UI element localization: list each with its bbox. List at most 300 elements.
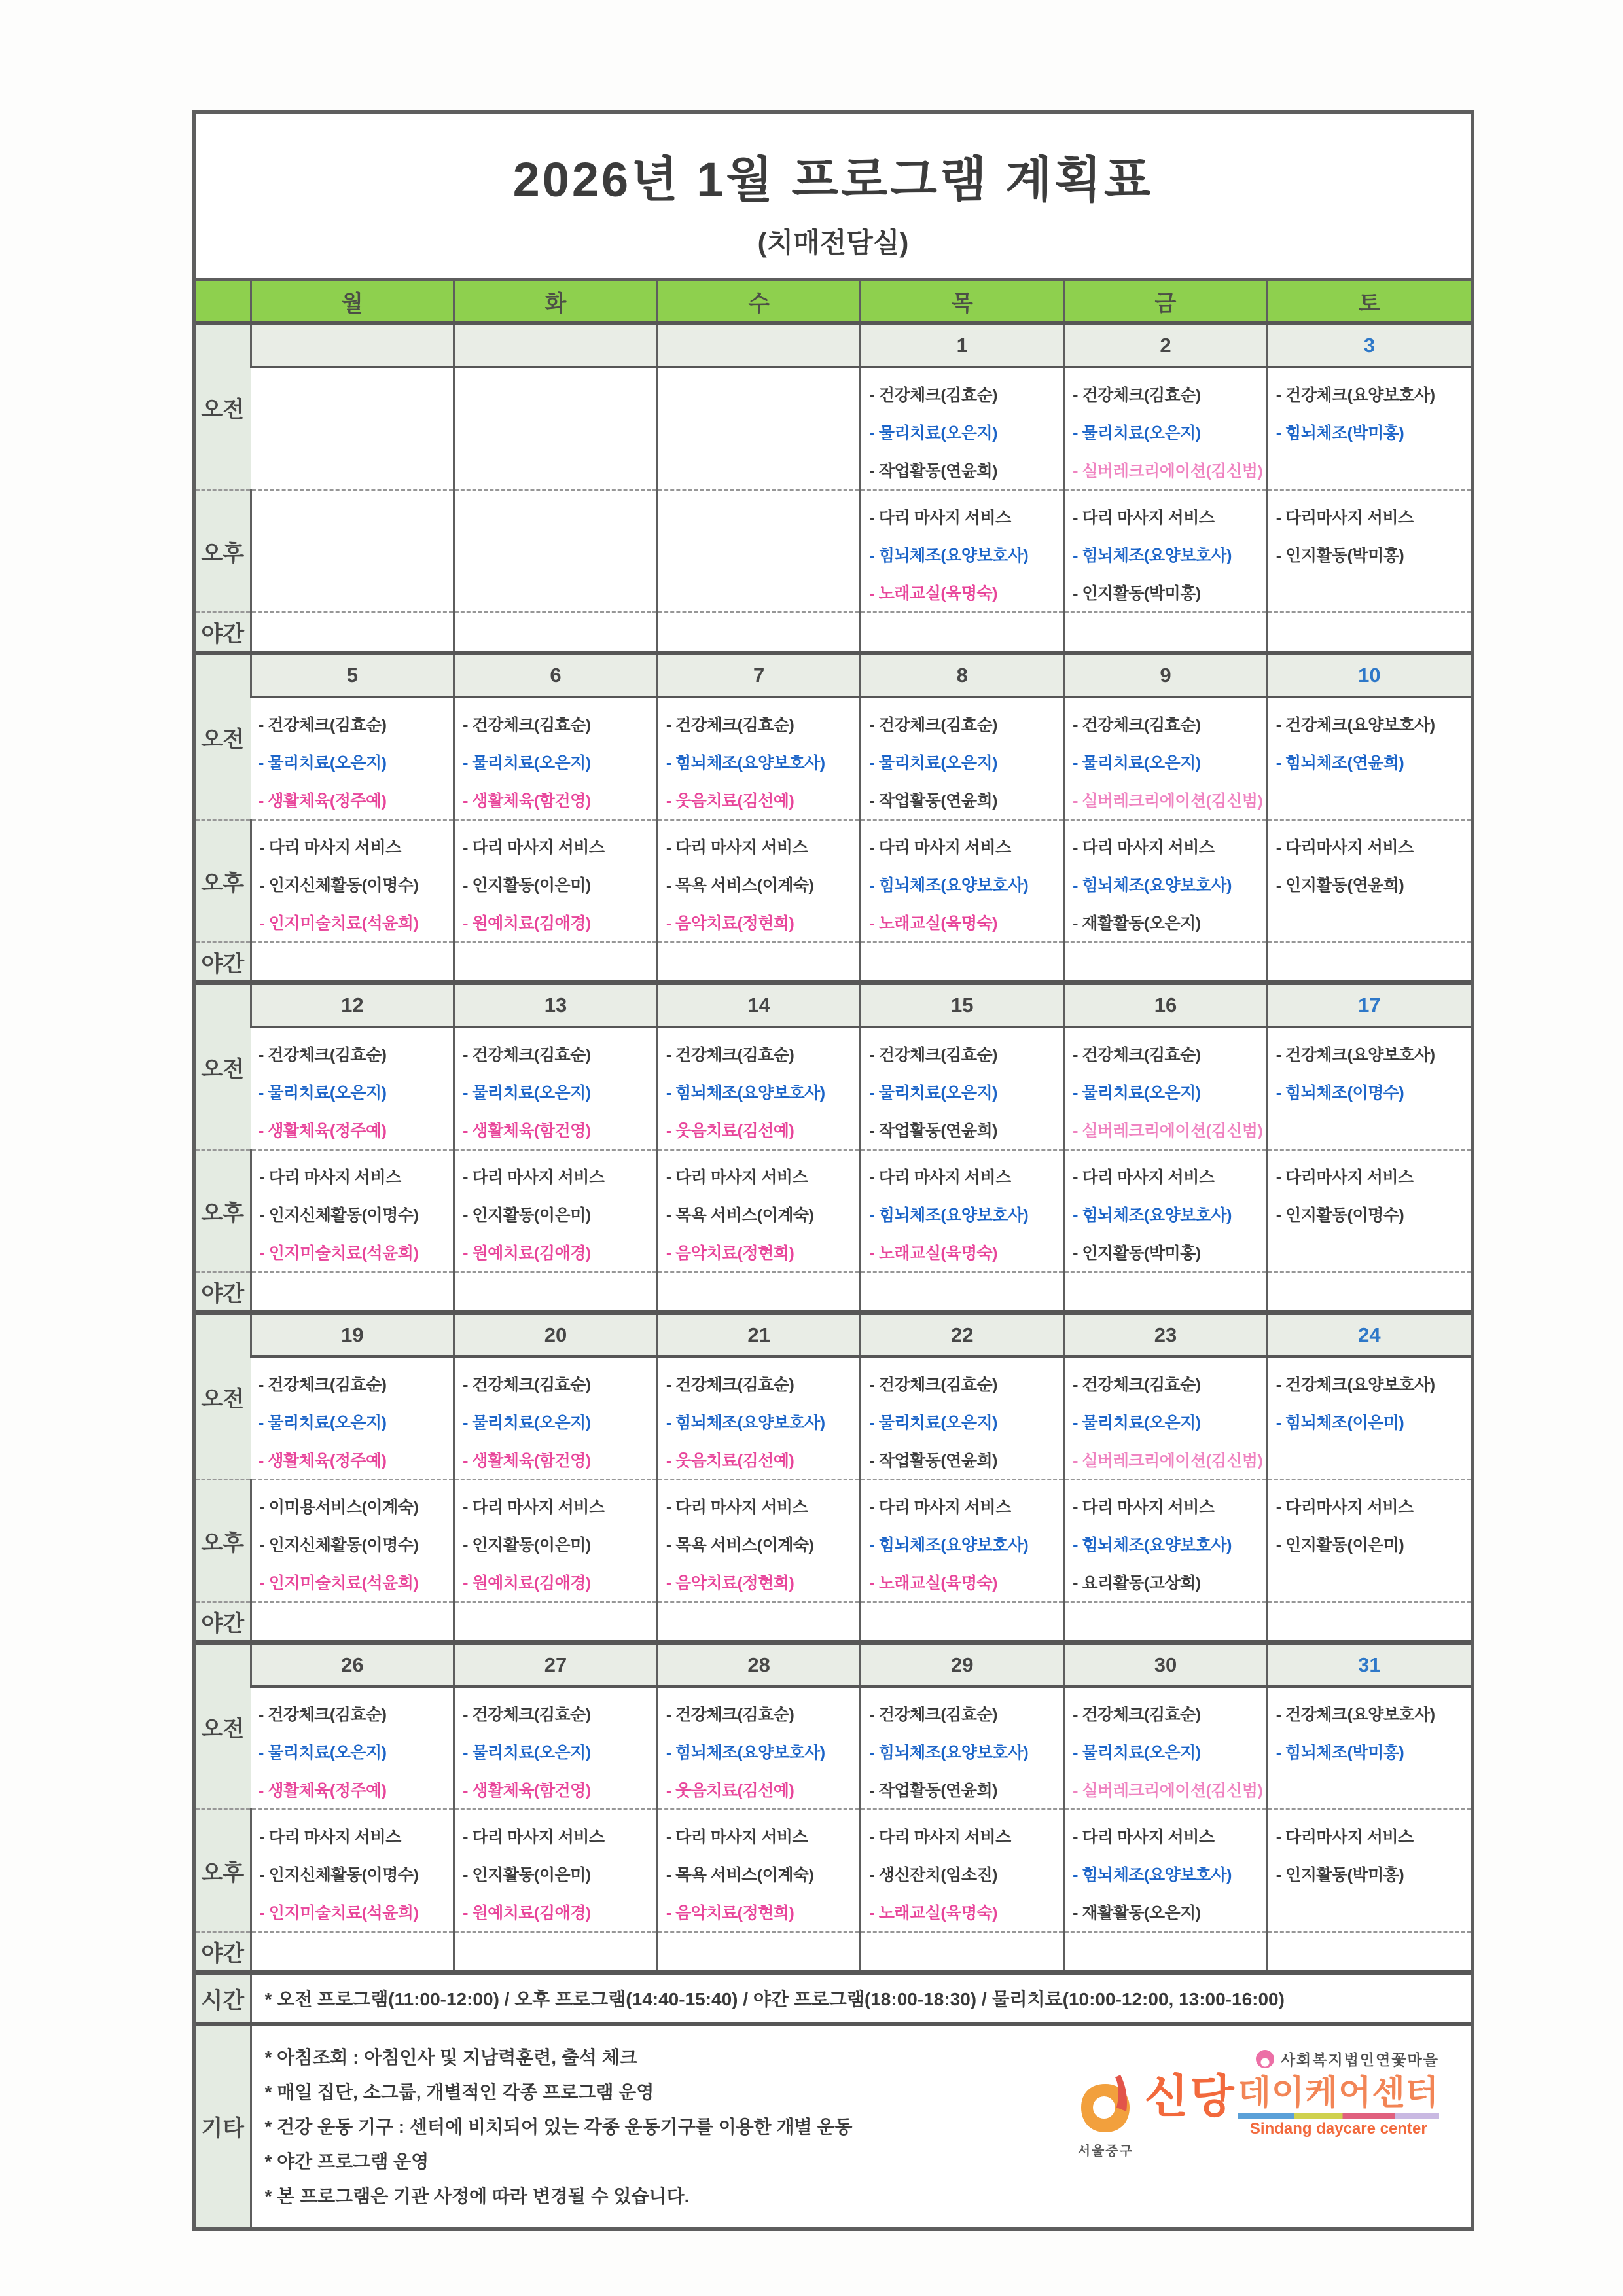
program-item: - 물리치료(오은지) — [463, 1414, 591, 1432]
center-logo — [1060, 2048, 1439, 2159]
program-item: - 다리 마사지 서비스 — [666, 838, 808, 857]
date-cell: 8 — [861, 653, 1064, 698]
program-item: - 물리치료(오은지) — [1073, 1084, 1201, 1102]
program-cell — [454, 367, 658, 490]
date-cell: 10 — [1267, 653, 1471, 698]
day-header-tue: 화 — [454, 279, 658, 323]
program-item: - 건강체크(김효순) — [463, 1376, 591, 1394]
program-item: - 다리 마사지 서비스 — [1073, 1498, 1215, 1516]
program-item: - 인지활동(이은미) — [1275, 1536, 1404, 1554]
night-cell — [251, 613, 454, 653]
program-cell — [657, 367, 861, 490]
program-item: - 인지활동(이은미) — [463, 1866, 591, 1884]
program-item: - 힘뇌체조(박미홍) — [1275, 424, 1404, 442]
program-item: - 다리 마사지 서비스 — [259, 1828, 401, 1846]
program-item: - 실버레크리에이션(김신범) — [1073, 462, 1263, 480]
row-label-afternoon: 오후 — [196, 1480, 251, 1602]
row-label-morning: 오전 — [196, 1313, 251, 1480]
program-cell — [657, 1357, 861, 1480]
program-item: - 건강체크(요양보호사) — [1275, 716, 1435, 734]
morning-row — [196, 1357, 1471, 1480]
logo-name-secondary: 데이케어센터 — [1238, 2074, 1439, 2112]
program-item: - 다리 마사지 서비스 — [666, 1498, 808, 1516]
program-item: - 다리 마사지 서비스 — [869, 1498, 1011, 1516]
program-item: - 힘뇌체조(요양보호사) — [869, 547, 1029, 565]
program-item: - 인지활동(박미홍) — [1073, 1244, 1201, 1263]
day-header-wed: 수 — [657, 279, 861, 323]
program-item: - 다리 마사지 서비스 — [666, 1828, 808, 1846]
program-item: - 물리치료(오은지) — [1073, 424, 1201, 442]
night-row — [196, 1932, 1471, 1973]
schedule-table — [196, 278, 1471, 2227]
program-item: - 다리 마사지 서비스 — [869, 838, 1011, 857]
program-item: - 힘뇌체조(요양보호사) — [1073, 876, 1232, 895]
note-line: * 아침조회 : 아침인사 및 지남력훈련, 출석 체크 — [264, 2047, 637, 2068]
program-item: - 생활체육(정주예) — [259, 1122, 387, 1140]
program-item: - 힘뇌체조(요양보호사) — [666, 1084, 825, 1102]
program-item: - 인지미술치료(석윤희) — [259, 1904, 419, 1922]
logo-wordmark — [1144, 2073, 1439, 2138]
program-item: - 목욕 서비스(이계숙) — [666, 1866, 814, 1884]
note-line: * 야간 프로그램 운영 — [264, 2151, 429, 2172]
date-cell: 15 — [861, 983, 1064, 1028]
program-item: - 웃음치료(김선예) — [666, 1122, 794, 1140]
program-item: - 건강체크(김효순) — [463, 1706, 591, 1724]
program-item: - 인지신체활동(이명수) — [259, 1536, 419, 1554]
program-cell — [861, 1480, 1064, 1602]
program-item: - 건강체크(요양보호사) — [1275, 1706, 1435, 1724]
time-row — [196, 1973, 1471, 2024]
night-cell — [454, 942, 658, 983]
program-item: - 힘뇌체조(요양보호사) — [666, 1744, 825, 1762]
row-label-morning: 오전 — [196, 323, 251, 490]
date-cell: 26 — [251, 1643, 454, 1687]
program-item: - 힘뇌체조(이명수) — [1275, 1084, 1404, 1102]
night-row — [196, 613, 1471, 653]
night-cell — [1267, 613, 1471, 653]
date-cell: 19 — [251, 1313, 454, 1357]
day-header-mon: 월 — [251, 279, 454, 323]
program-item: - 힘뇌체조(요양보호사) — [1073, 1866, 1232, 1884]
logo-d-block — [1077, 2073, 1133, 2159]
program-cell — [1267, 1810, 1471, 1932]
program-cell — [1267, 1357, 1471, 1480]
week-1 — [196, 323, 1471, 653]
program-item: - 작업활동(연윤희) — [869, 462, 997, 480]
program-cell — [1267, 367, 1471, 490]
program-item: - 생활체육(함건영) — [463, 1122, 591, 1140]
program-cell — [454, 1480, 658, 1602]
program-cell — [251, 1150, 454, 1272]
program-cell — [454, 490, 658, 613]
program-item: - 노래교실(육명숙) — [869, 1244, 997, 1263]
date-cell: 7 — [657, 653, 861, 698]
program-item: - 다리 마사지 서비스 — [1073, 1168, 1215, 1187]
program-cell — [861, 697, 1064, 820]
night-cell — [251, 1932, 454, 1973]
row-label-morning: 오전 — [196, 983, 251, 1150]
week-2 — [196, 653, 1471, 983]
program-item: - 건강체크(김효순) — [869, 1706, 997, 1724]
program-item: - 생활체육(정주예) — [259, 792, 387, 810]
row-label-night: 야간 — [196, 1932, 251, 1973]
program-item: - 인지미술치료(석윤희) — [259, 914, 419, 933]
program-cell — [861, 1027, 1064, 1150]
date-cell: 6 — [454, 653, 658, 698]
program-cell — [454, 1150, 658, 1272]
program-cell — [861, 1357, 1064, 1480]
program-item: - 물리치료(오은지) — [463, 1084, 591, 1102]
program-item: - 웃음치료(김선예) — [666, 792, 794, 810]
program-item: - 힘뇌체조(요양보호사) — [869, 1744, 1029, 1762]
program-item: - 노래교실(육명숙) — [869, 1904, 997, 1922]
program-item: - 다리 마사지 서비스 — [259, 1168, 401, 1187]
program-item: - 힘뇌체조(요양보호사) — [666, 1414, 825, 1432]
night-cell — [657, 613, 861, 653]
program-item: - 물리치료(오은지) — [1073, 1744, 1201, 1762]
program-cell — [1267, 820, 1471, 942]
corner-cell — [196, 279, 251, 323]
logo-eng-name: Sindang daycare center — [1249, 2120, 1427, 2138]
night-row — [196, 1602, 1471, 1643]
program-item: - 웃음치료(김선예) — [666, 1452, 794, 1470]
program-item: - 인지활동(연윤희) — [1275, 876, 1404, 895]
program-item: - 인지활동(이은미) — [463, 876, 591, 895]
program-item: - 힘뇌체조(요양보호사) — [869, 1536, 1029, 1554]
program-item: - 건강체크(김효순) — [869, 1046, 997, 1064]
logo-secondary-block — [1238, 2076, 1439, 2138]
night-cell — [1064, 1932, 1268, 1973]
time-info-text: * 오전 프로그램(11:00-12:00) / 오후 프로그램(14:40-15:40) / 야간 프로그램(18:00-18:30) / 물리치료(10:00-12:00, 13:00-16:00) — [251, 1973, 1471, 2024]
program-cell — [251, 1357, 454, 1480]
program-cell — [657, 820, 861, 942]
etc-row — [196, 2024, 1471, 2227]
program-item: - 다리 마사지 서비스 — [1073, 509, 1215, 527]
program-item: - 인지활동(박미홍) — [1275, 1866, 1404, 1884]
row-label-time: 시간 — [196, 1973, 251, 2024]
night-cell — [861, 1932, 1064, 1973]
program-item: - 다리 마사지 서비스 — [463, 1168, 605, 1187]
date-row — [196, 983, 1471, 1028]
program-item: - 물리치료(오은지) — [1073, 1414, 1201, 1432]
program-cell — [1267, 1027, 1471, 1150]
date-row — [196, 323, 1471, 368]
program-item: - 물리치료(오은지) — [259, 1084, 387, 1102]
note-line: * 매일 집단, 소그룹, 개별적인 각종 프로그램 운영 — [264, 2081, 654, 2102]
night-cell — [657, 1602, 861, 1643]
program-item: - 노래교실(육명숙) — [869, 914, 997, 933]
program-item: - 요리활동(고상희) — [1073, 1574, 1201, 1592]
program-item: - 다리 마사지 서비스 — [869, 1828, 1011, 1846]
program-item: - 다리 마사지 서비스 — [666, 1168, 808, 1187]
program-cell — [251, 367, 454, 490]
date-cell: 23 — [1064, 1313, 1268, 1357]
program-cell — [657, 1810, 861, 1932]
program-item: - 실버레크리에이션(김신범) — [1073, 1452, 1263, 1470]
program-item: - 작업활동(연윤희) — [869, 1452, 997, 1470]
program-cell — [1267, 697, 1471, 820]
program-cell — [1267, 1480, 1471, 1602]
program-item: - 음악치료(정현희) — [666, 1244, 794, 1263]
program-cell — [251, 1810, 454, 1932]
date-row — [196, 653, 1471, 698]
program-item: - 건강체크(김효순) — [666, 1376, 794, 1394]
program-item: - 힘뇌체조(요양보호사) — [1073, 1206, 1232, 1225]
date-cell: 13 — [454, 983, 658, 1028]
afternoon-row — [196, 1480, 1471, 1602]
date-cell: 20 — [454, 1313, 658, 1357]
program-item: - 음악치료(정현희) — [666, 1904, 794, 1922]
program-cell — [861, 1810, 1064, 1932]
program-cell — [1267, 490, 1471, 613]
program-cell — [1064, 1480, 1268, 1602]
night-cell — [1267, 1932, 1471, 1973]
morning-row — [196, 1687, 1471, 1810]
program-item: - 힘뇌체조(요양보호사) — [1073, 1536, 1232, 1554]
program-item: - 인지활동(이명수) — [1275, 1206, 1404, 1225]
night-cell — [454, 613, 658, 653]
program-cell — [657, 697, 861, 820]
program-item: - 물리치료(오은지) — [869, 754, 997, 772]
program-item: - 건강체크(요양보호사) — [1275, 1046, 1435, 1064]
program-cell — [657, 1027, 861, 1150]
program-item: - 물리치료(오은지) — [463, 754, 591, 772]
date-cell: 3 — [1267, 323, 1471, 368]
logo-district: 서울중구 — [1077, 2144, 1133, 2159]
row-label-night: 야간 — [196, 942, 251, 983]
program-cell — [1064, 1357, 1268, 1480]
program-item: - 물리치료(오은지) — [259, 1744, 387, 1762]
etc-notes-cell — [251, 2024, 1471, 2227]
program-item: - 웃음치료(김선예) — [666, 1782, 794, 1800]
program-item: - 실버레크리에이션(김신범) — [1073, 1782, 1263, 1800]
program-cell — [251, 490, 454, 613]
morning-row — [196, 697, 1471, 820]
program-item: - 인지미술치료(석윤희) — [259, 1244, 419, 1263]
night-cell — [861, 1272, 1064, 1313]
date-cell: 5 — [251, 653, 454, 698]
program-cell — [251, 1480, 454, 1602]
program-cell — [861, 1150, 1064, 1272]
night-cell — [657, 1932, 861, 1973]
program-cell — [657, 1480, 861, 1602]
program-item: - 인지활동(이은미) — [463, 1206, 591, 1225]
night-cell — [454, 1932, 658, 1973]
date-cell: 14 — [657, 983, 861, 1028]
night-cell — [1267, 942, 1471, 983]
program-cell — [251, 1687, 454, 1810]
date-cell: 24 — [1267, 1313, 1471, 1357]
program-item: - 재활활동(오은지) — [1073, 1904, 1201, 1922]
program-item: - 생활체육(정주예) — [259, 1782, 387, 1800]
program-item: - 건강체크(김효순) — [1073, 1376, 1201, 1394]
program-item: - 물리치료(오은지) — [869, 1414, 997, 1432]
night-cell — [861, 942, 1064, 983]
program-item: - 목욕 서비스(이계숙) — [666, 1206, 814, 1225]
program-item: - 다리 마사지 서비스 — [463, 838, 605, 857]
program-item: - 노래교실(육명숙) — [869, 1574, 997, 1592]
program-cell — [454, 697, 658, 820]
week-4 — [196, 1313, 1471, 1643]
title-block — [196, 114, 1471, 278]
program-item: - 목욕 서비스(이계숙) — [666, 1536, 814, 1554]
program-item: - 생활체육(함건영) — [463, 1452, 591, 1470]
date-cell: 9 — [1064, 653, 1268, 698]
d-letter-logo-icon — [1077, 2073, 1133, 2139]
date-cell: 16 — [1064, 983, 1268, 1028]
date-cell: 28 — [657, 1643, 861, 1687]
program-item: - 인지신체활동(이명수) — [259, 876, 419, 895]
program-cell — [251, 820, 454, 942]
program-item: - 건강체크(요양보호사) — [1275, 1376, 1435, 1394]
night-cell — [1267, 1272, 1471, 1313]
program-item: - 이미용서비스(이계숙) — [259, 1498, 419, 1516]
note-line: * 본 프로그램은 기관 사정에 따라 변경될 수 있습니다. — [264, 2185, 690, 2206]
night-cell — [251, 1602, 454, 1643]
morning-row — [196, 1027, 1471, 1150]
program-cell — [454, 1810, 658, 1932]
program-item: - 물리치료(오은지) — [1073, 754, 1201, 772]
program-item: - 물리치료(오은지) — [869, 1084, 997, 1102]
program-item: - 건강체크(김효순) — [1073, 1706, 1201, 1724]
program-item: - 다리 마사지 서비스 — [1073, 838, 1215, 857]
program-cell — [454, 1357, 658, 1480]
program-item: - 건강체크(김효순) — [463, 1046, 591, 1064]
day-header-sat: 토 — [1267, 279, 1471, 323]
page-title: 2026년 1월 프로그램 계획표 — [512, 152, 1154, 207]
program-item: - 건강체크(김효순) — [869, 386, 997, 404]
program-item: - 다리 마사지 서비스 — [259, 838, 401, 857]
week-3 — [196, 983, 1471, 1313]
date-cell: 12 — [251, 983, 454, 1028]
program-item: - 힘뇌체조(요양보호사) — [869, 876, 1029, 895]
date-cell: 2 — [1064, 323, 1268, 368]
program-cell — [1064, 367, 1268, 490]
program-item: - 건강체크(요양보호사) — [1275, 386, 1435, 404]
program-item: - 건강체크(김효순) — [1073, 716, 1201, 734]
night-cell — [251, 1272, 454, 1313]
weekday-header-row — [196, 279, 1471, 323]
program-cell — [657, 1150, 861, 1272]
afternoon-row — [196, 1810, 1471, 1932]
program-item: - 생신잔치(임소진) — [869, 1866, 997, 1884]
night-cell — [1064, 1272, 1268, 1313]
program-item: - 건강체크(김효순) — [666, 1046, 794, 1064]
date-cell: 31 — [1267, 1643, 1471, 1687]
program-item: - 건강체크(김효순) — [666, 716, 794, 734]
program-item: - 실버레크리에이션(김신범) — [1073, 1122, 1263, 1140]
night-cell — [657, 1272, 861, 1313]
morning-row — [196, 367, 1471, 490]
program-cell — [1267, 1687, 1471, 1810]
date-cell: 1 — [861, 323, 1064, 368]
program-item: - 힘뇌체조(요양보호사) — [666, 754, 825, 772]
program-cell — [657, 490, 861, 613]
date-cell — [657, 323, 861, 368]
row-label-night: 야간 — [196, 1602, 251, 1643]
night-cell — [1064, 942, 1268, 983]
date-cell: 22 — [861, 1313, 1064, 1357]
program-item: - 작업활동(연윤희) — [869, 792, 997, 810]
date-row — [196, 1643, 1471, 1687]
program-cell — [1064, 490, 1268, 613]
program-item: - 음악치료(정현희) — [666, 914, 794, 933]
program-cell — [251, 697, 454, 820]
program-cell — [861, 367, 1064, 490]
program-item: - 건강체크(김효순) — [869, 1376, 997, 1394]
program-item: - 생활체육(정주예) — [259, 1452, 387, 1470]
program-item: - 건강체크(김효순) — [1073, 386, 1201, 404]
row-label-morning: 오전 — [196, 1643, 251, 1810]
date-cell: 21 — [657, 1313, 861, 1357]
program-item: - 인지활동(이은미) — [463, 1536, 591, 1554]
program-item: - 건강체크(김효순) — [1073, 1046, 1201, 1064]
program-item: - 물리치료(오은지) — [869, 424, 997, 442]
row-label-afternoon: 오후 — [196, 1150, 251, 1272]
program-item: - 힘뇌체조(박미홍) — [1275, 1744, 1404, 1762]
afternoon-row — [196, 1150, 1471, 1272]
program-item: - 힘뇌체조(요양보호사) — [869, 1206, 1029, 1225]
program-item: - 작업활동(연윤희) — [869, 1782, 997, 1800]
program-cell — [1064, 820, 1268, 942]
program-item: - 노래교실(육명숙) — [869, 584, 997, 603]
program-item: - 건강체크(김효순) — [259, 1046, 387, 1064]
program-item: - 원예치료(김애경) — [463, 1244, 591, 1263]
logo-org-name: 사회복지법인연꽃마을 — [1280, 2051, 1439, 2068]
note-line: * 건강 운동 기구 : 센터에 비치되어 있는 각종 운동기구를 이용한 개별 운동 — [264, 2116, 853, 2137]
program-item: - 다리 마사지 서비스 — [1073, 1828, 1215, 1846]
row-label-afternoon: 오후 — [196, 820, 251, 942]
program-item: - 다리마사지 서비스 — [1275, 1498, 1414, 1516]
program-item: - 다리 마사지 서비스 — [463, 1498, 605, 1516]
program-cell — [1064, 697, 1268, 820]
program-item: - 재활활동(오은지) — [1073, 914, 1201, 933]
program-item: - 건강체크(김효순) — [463, 716, 591, 734]
program-item: - 목욕 서비스(이계숙) — [666, 876, 814, 895]
program-cell — [1064, 1027, 1268, 1150]
program-item: - 건강체크(김효순) — [666, 1706, 794, 1724]
program-item: - 다리마사지 서비스 — [1275, 1168, 1414, 1187]
program-cell — [1064, 1810, 1268, 1932]
program-item: - 원예치료(김애경) — [463, 914, 591, 933]
program-item: - 힘뇌체조(이은미) — [1275, 1414, 1404, 1432]
date-cell: 27 — [454, 1643, 658, 1687]
program-item: - 인지활동(박미홍) — [1275, 547, 1404, 565]
logo-name-primary: 신당 — [1144, 2071, 1236, 2122]
date-cell: 17 — [1267, 983, 1471, 1028]
program-item: - 다리 마사지 서비스 — [463, 1828, 605, 1846]
night-cell — [454, 1272, 658, 1313]
program-item: - 다리 마사지 서비스 — [869, 509, 1011, 527]
night-cell — [1064, 1602, 1268, 1643]
program-item: - 건강체크(김효순) — [259, 716, 387, 734]
program-cell — [454, 820, 658, 942]
row-label-afternoon: 오후 — [196, 490, 251, 613]
logo-org-row — [1060, 2048, 1439, 2070]
program-item: - 생활체육(함건영) — [463, 792, 591, 810]
night-cell — [861, 613, 1064, 653]
night-cell — [1267, 1602, 1471, 1643]
program-item: - 다리마사지 서비스 — [1275, 509, 1414, 527]
night-cell — [861, 1602, 1064, 1643]
program-item: - 건강체크(김효순) — [259, 1376, 387, 1394]
program-item: - 건강체크(김효순) — [259, 1706, 387, 1724]
row-label-etc: 기타 — [196, 2024, 251, 2227]
program-item: - 힘뇌체조(요양보호사) — [1073, 547, 1232, 565]
bottom-rows — [196, 1973, 1471, 2227]
page-subtitle: (치매전담실) — [757, 227, 909, 258]
program-item: - 물리치료(오은지) — [463, 1744, 591, 1762]
